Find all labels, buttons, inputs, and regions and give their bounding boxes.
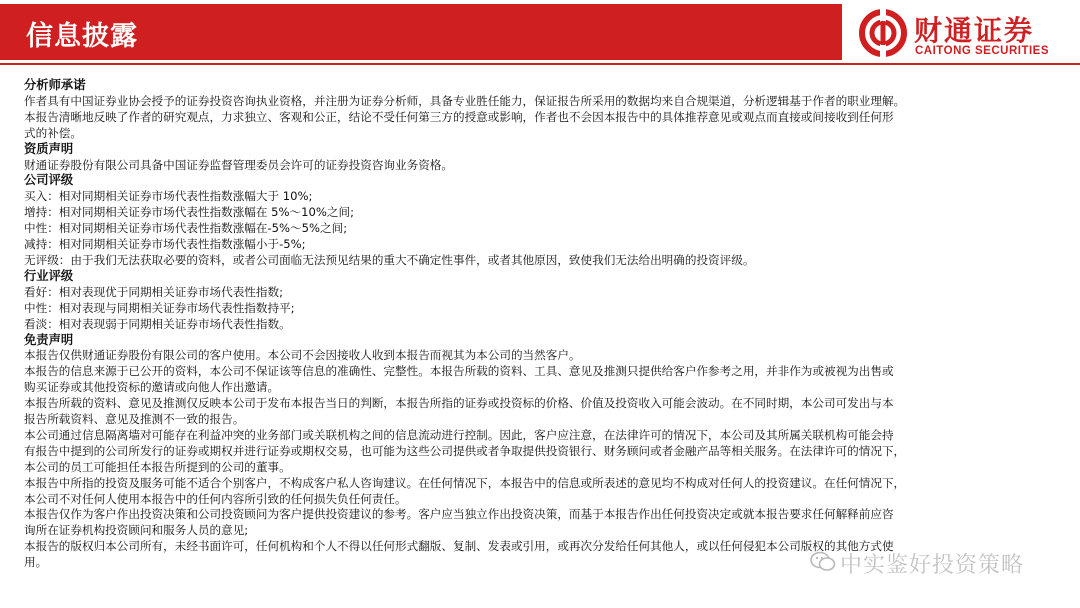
text-line: 报告所载资料、意见及推测不一致的报告。 bbox=[24, 412, 245, 427]
text-line: 看淡：相对表现弱于同期相关证券市场代表性指数。 bbox=[24, 316, 291, 331]
page-header bbox=[0, 0, 1080, 62]
text-line: 看好：相对表现优于同期相关证券市场代表性指数; bbox=[24, 284, 283, 299]
text-line: 减持：相对同期相关证券市场代表性指数涨幅小于-5%; bbox=[24, 237, 306, 252]
company-logo bbox=[858, 8, 1074, 60]
section-heading: 资质声明 bbox=[24, 141, 74, 156]
page-title: 信息披露 bbox=[26, 21, 138, 52]
caitong-logo-icon bbox=[858, 8, 908, 58]
section-heading: 分析师承诺 bbox=[24, 78, 86, 92]
text-line: 本报告的版权归本公司所有，未经书面许可，任何机构和个人不得以任何形式翻版、复制、发表或引用，或再次分发给任何其他人，或以任何侵犯本公司版权的其他方式使 bbox=[24, 539, 894, 554]
section-heading: 免责声明 bbox=[24, 332, 74, 347]
text-line: 有报告中提到的公司所发行的证券或期权并进行证券或期权交易，也可能为这些公司提供或者争取提供投资银行、财务顾问或者金融产品等相关服务。在法律许可的情况下， bbox=[24, 443, 906, 458]
wechat-icon bbox=[810, 551, 836, 573]
section-heading: 公司评级 bbox=[24, 173, 74, 188]
text-line: 用。 bbox=[24, 555, 48, 570]
text-line: 财通证券股份有限公司具备中国证券监督管理委员会许可的证券投资咨询业务资格。 bbox=[24, 157, 453, 172]
text-line: 本报告的信息来源于已公开的资料，本公司不保证该等信息的准确性、完整性。本报告所载的资料、工具、意见及推测只提供给客户作参考之用，并非作为或被视为出售或 bbox=[24, 364, 894, 379]
disclosure-body bbox=[24, 78, 1054, 571]
text-line: 本报告清晰地反映了作者的研究观点，力求独立、客观和公正，结论不受任何第三方的授意或影响，作者也不会因本报告中的具体推荐意见或观点而直接或间接收到任何形 bbox=[24, 109, 894, 124]
text-line: 本公司通过信息隔离墙对可能存在利益冲突的业务部门或关联机构之间的信息流动进行控制。因此，客户应注意，在法律许可的情况下，本公司及其所属关联机构可能会持 bbox=[24, 427, 894, 442]
text-line: 增持：相对同期相关证券市场代表性指数涨幅在 5%～10%之间; bbox=[24, 205, 355, 220]
text-line: 买入：相对同期相关证券市场代表性指数涨幅大于 10%; bbox=[24, 189, 313, 204]
text-line: 购买证券或其他投资标的邀请或向他人作出邀请。 bbox=[24, 380, 280, 395]
text-line: 询所在证券机构投资顾问和服务人员的意见; bbox=[24, 523, 249, 538]
text-line: 本报告所载的资料、意见及推测仅反映本公司于发布本报告当日的判断，本报告所指的证券或投资标的价格、价值及投资收入可能会波动。在不同时期，本公司可发出与本 bbox=[24, 396, 894, 411]
text-line: 本报告仅作为客户作出投资决策和公司投资顾问为客户提供投资建议的参考。客户应当独立作出投资决策，而基于本报告作出任何投资决定或就本报告要求任何解释前应咨 bbox=[24, 507, 894, 522]
text-line: 本公司不对任何人使用本报告中的任何内容所引致的任何损失负任何责任。 bbox=[24, 491, 407, 506]
text-line: 中性：相对表现与同期相关证券市场代表性指数持平; bbox=[24, 300, 295, 315]
text-line: 中性：相对同期相关证券市场代表性指数涨幅在-5%～5%之间; bbox=[24, 221, 348, 236]
header-divider bbox=[0, 63, 1080, 65]
title-banner bbox=[0, 4, 842, 60]
logo-english-name: CAITONG SECURITIES bbox=[915, 45, 1050, 57]
logo-chinese-name: 财通证券 bbox=[914, 14, 1035, 47]
watermark-text: 中实鉴好投资策略 bbox=[840, 553, 1025, 578]
text-line: 本公司的员工可能担任本报告所提到的公司的董事。 bbox=[24, 459, 291, 474]
text-line: 式的补偿。 bbox=[24, 125, 82, 140]
section-heading: 行业评级 bbox=[24, 268, 74, 283]
watermark bbox=[810, 548, 1060, 578]
text-line: 本报告中所指的投资及服务可能不适合个别客户，不构成客户私人咨询建议。在任何情况下，本报告中的信息或所表述的意见均不构成对任何人的投资建议。在任何情况下， bbox=[24, 475, 906, 490]
text-line: 无评级：由于我们无法获取必要的资料，或者公司面临无法预见结果的重大不确定性事件，或者其他原因，致使我们无法给出明确的投资评级。 bbox=[24, 252, 755, 267]
text-line: 本报告仅供财通证券股份有限公司的客户使用。本公司不会因接收人收到本报告而视其为本公司的当然客户。 bbox=[24, 348, 581, 363]
text-line: 作者具有中国证券业协会授予的证券投资咨询执业资格，并注册为证券分析师，具备专业胜任能力，保证报告所采用的数据均来自合规渠道，分析逻辑基于作者的职业理解。 bbox=[24, 93, 906, 108]
